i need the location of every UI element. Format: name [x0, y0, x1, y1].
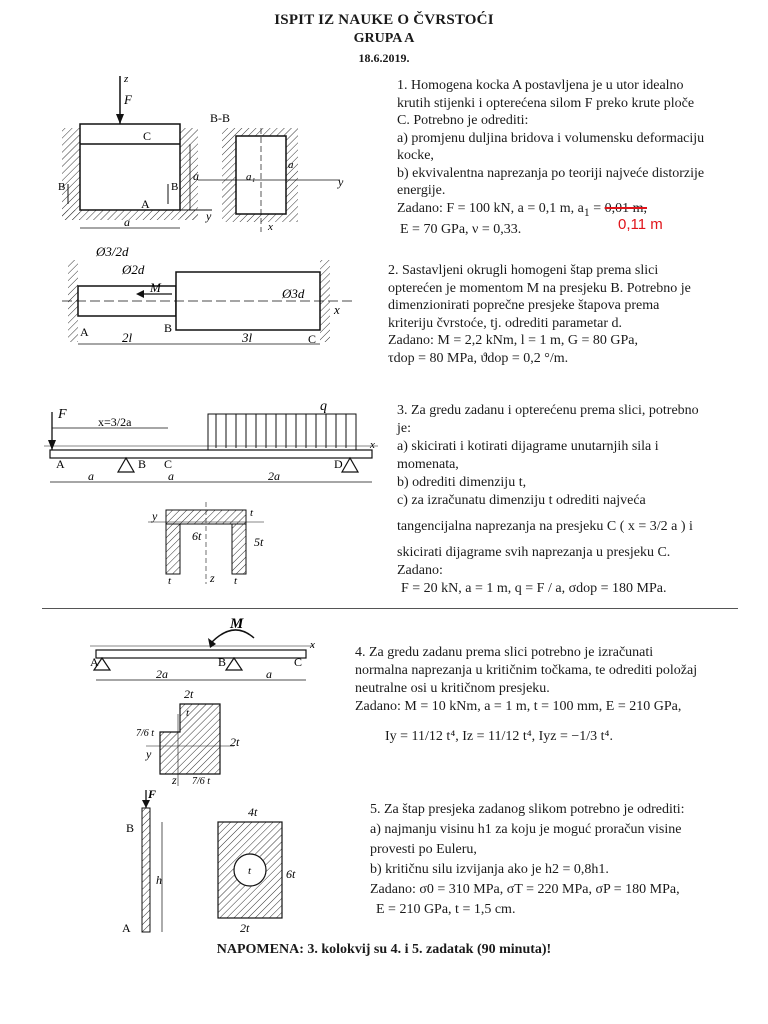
task4-line: normalna naprezanja u kritičnim točkama, te odrediti položaj — [355, 663, 698, 678]
task2-line: 2. Sastavljeni okrugli homogeni štap prema slici — [388, 263, 659, 278]
b-label-left: B — [58, 181, 66, 193]
cube-a — [80, 124, 180, 210]
d3-label: Ø3d — [282, 286, 305, 301]
task5-line: E = 210 GPa, t = 1,5 cm. — [376, 902, 516, 917]
wall-bottom — [62, 210, 198, 220]
cs-z-label: z — [172, 773, 177, 787]
cs-zt-label: 7/6 t — [192, 776, 211, 787]
task4-figure — [84, 614, 334, 794]
a-label: A — [90, 655, 99, 669]
task3-line: F = 20 kN, a = 1 m, q = F / a, σdop = 180 MPa. — [401, 581, 667, 596]
support-d — [342, 458, 358, 472]
section-y-label: y — [338, 175, 344, 189]
wall-left — [62, 128, 80, 220]
task2-figure — [62, 244, 362, 352]
d2-label: Ø2d — [122, 262, 145, 277]
task4-line: Zadano: M = 10 kNm, a = 1 m, t = 100 mm, E = 210 GPa, — [355, 699, 682, 714]
task2-line: Zadano: M = 2,2 kNm, l = 1 m, G = 80 GPa, — [388, 333, 639, 348]
b-label: B — [126, 821, 135, 835]
exam-title: ISPIT IZ NAUKE O ČVRSTOĆI — [274, 12, 494, 28]
c-label: C — [143, 129, 152, 143]
task1-figure — [40, 68, 380, 236]
a1-label: a₁ — [246, 171, 256, 183]
b-label: B — [164, 321, 173, 335]
cs-z-label: z — [210, 571, 215, 585]
x-label: x — [370, 439, 375, 451]
task5-line: 5. Za štap presjeka zadanog slikom potrebno je odrediti: — [370, 802, 685, 817]
q-label: q — [320, 399, 327, 414]
cs-t-label: t — [248, 865, 252, 877]
task5-figure — [118, 786, 318, 938]
task1-line: krutih stijenki i opterećena silom F preko krute ploče — [397, 95, 695, 111]
a-label: A — [56, 457, 65, 471]
cs-76t-label: 7/6 t — [136, 728, 155, 739]
x-label: x — [334, 302, 340, 317]
span1-label: a — [88, 469, 94, 483]
span2-label: a — [266, 667, 272, 681]
d-label: D — [334, 457, 343, 471]
task2-line: opterećen je momentom M na presjeku B. Potrebno je — [388, 280, 691, 296]
cs-t-label-top: t — [250, 507, 254, 519]
dim-a-vert-label: a — [193, 169, 199, 183]
force-arrowhead — [142, 800, 150, 808]
task3-line: skicirati dijagrame svih naprezanja u presjeku C. — [397, 545, 671, 560]
task1-given-eq: = — [589, 200, 605, 216]
force-label: F — [148, 787, 157, 801]
task2-line: dimenzionirati poprečne presjeke štapova prema — [388, 298, 660, 313]
cs-6t-label: 6t — [286, 867, 296, 881]
task3-text — [397, 402, 757, 598]
task3-line: b) odrediti dimenziju t, — [397, 475, 527, 490]
span3-label: 2a — [268, 469, 280, 483]
task4-text — [355, 644, 755, 746]
cs-y-label: y — [152, 509, 158, 523]
dim-a-horiz-label: a — [124, 215, 130, 229]
task1-given-2 — [397, 221, 757, 239]
task4-line: 4. Za gredu zadanu prema slici potrebno je izračunati — [355, 645, 654, 660]
task5-line: a) najmanju visinu h1 za koju je moguć proračun visine — [370, 822, 682, 837]
task1-given-text: Zadano: F = 100 kN, a = 0,1 m, a — [397, 200, 584, 216]
xpos-label: x=3/2a — [98, 415, 132, 429]
task5-line: provesti po Euleru, — [370, 842, 477, 857]
task5-text — [370, 800, 760, 920]
cs-2t-label: 2t — [184, 687, 194, 701]
cs-2tv-label: 2t — [230, 735, 240, 749]
task3-figure — [44, 398, 384, 588]
beam — [96, 650, 306, 658]
cs-4t-label: 4t — [248, 805, 258, 819]
h-label: h — [156, 873, 162, 887]
m-label: M — [150, 280, 161, 295]
force-label: F — [124, 92, 132, 107]
section-divider — [42, 608, 738, 609]
task1-line: 1. Homogena kocka A postavljena je u utor idealno — [397, 78, 684, 93]
b-label: B — [138, 457, 147, 471]
exam-group: GRUPA A — [353, 31, 415, 46]
column — [142, 808, 150, 932]
task4-line: neutralne osi u kritičnom presjeku. — [355, 681, 550, 696]
force-arrowhead — [116, 114, 124, 124]
task5-line: Zadano: σ0 = 310 MPa, σT = 220 MPa, σP = 180 MPa, — [370, 882, 680, 897]
cs-t-label-right: t — [234, 575, 238, 587]
section-title: B-B — [210, 111, 231, 125]
task1-line: energije. — [397, 183, 446, 198]
a-section-label: a — [288, 159, 294, 171]
task2-line: τdop = 80 MPa, ϑdop = 0,2 °/m. — [388, 350, 569, 366]
cs-6t-label: 6t — [192, 529, 202, 543]
support-b — [118, 458, 134, 472]
footer-note: NAPOMENA: 3. kolokvij su 4. i 5. zadatak (90 minuta)! — [216, 942, 552, 957]
cs-5t-label: 5t — [254, 535, 264, 549]
force-arrowhead — [48, 440, 56, 450]
task3-line: je: — [397, 421, 411, 436]
load-block — [208, 414, 356, 450]
task1-line: b) ekvivalentna naprezanja po teoriji najveće distorzije — [397, 165, 705, 181]
b-label-right: B — [171, 181, 179, 193]
task1-line: kocke, — [397, 148, 434, 163]
task1-given2-text: E = 70 GPa, ν = 0,33. — [400, 221, 522, 237]
task1-given-sub: 1 — [583, 205, 590, 219]
b-label: B — [218, 655, 227, 669]
cs-t-label: t — [186, 707, 190, 719]
x-label: x — [310, 639, 315, 651]
c-label: C — [308, 332, 317, 346]
span2-label: a — [168, 469, 174, 483]
task1-line: C. Potrebno je odrediti: — [397, 113, 529, 128]
c-label: C — [294, 655, 303, 669]
span1-label: 2a — [156, 667, 168, 681]
task2-line: kriteriju čvrstoće, tj. odrediti parametar d. — [388, 315, 623, 331]
task3-line: tangencijalna naprezanja na presjeku C ( x = 3/2 a ) i — [397, 519, 693, 534]
task1-struck-value: 0,01 m, — [604, 200, 647, 216]
cs-t-label-left: t — [168, 575, 172, 587]
task1-correction: 0,11 m — [618, 216, 663, 233]
task1-given — [397, 200, 757, 221]
a-label: A — [80, 325, 89, 339]
task3-line: Zadano: — [397, 563, 443, 578]
task3-line: a) skicirati i kotirati dijagrame unutarnjih sila i — [397, 439, 659, 454]
support-b — [226, 658, 242, 670]
load-arrows — [216, 414, 346, 448]
l2-label: 3l — [242, 330, 253, 345]
cs-y-label: y — [146, 747, 152, 761]
cs-2t-label: 2t — [240, 921, 250, 935]
force-label: F — [58, 407, 67, 422]
l-section — [160, 704, 220, 774]
task5-line: b) kritičnu silu izvijanja ako je h2 = 0,8h1. — [370, 862, 609, 877]
task3-line: c) za izračunatu dimenziju t odrediti najveća — [397, 493, 646, 508]
task3-line: 3. Za gredu zadanu i opterećenu prema slici, potrebno — [397, 403, 699, 418]
moment-label: M — [230, 616, 244, 632]
x-section-label: x — [268, 221, 273, 233]
d1-label: Ø3/2d — [96, 244, 129, 259]
a-point-label: A — [141, 197, 150, 211]
task1-line: a) promjenu duljina bridova i volumensku deformaciju — [397, 130, 705, 146]
c-label: C — [164, 457, 173, 471]
task2-text — [388, 262, 760, 367]
task3-line: momenata, — [397, 457, 459, 472]
a-label: A — [122, 921, 131, 935]
task1-text — [397, 77, 757, 238]
l1-label: 2l — [122, 330, 133, 345]
y-axis-label: y — [206, 209, 212, 223]
exam-date: 18.6.2019. — [358, 51, 410, 65]
task4-line: Iy = 11/12 t⁴, Iz = 11/12 t⁴, Iyz = −1/3 t⁴. — [385, 729, 613, 744]
z-label: z — [124, 73, 129, 85]
beam — [50, 450, 372, 458]
